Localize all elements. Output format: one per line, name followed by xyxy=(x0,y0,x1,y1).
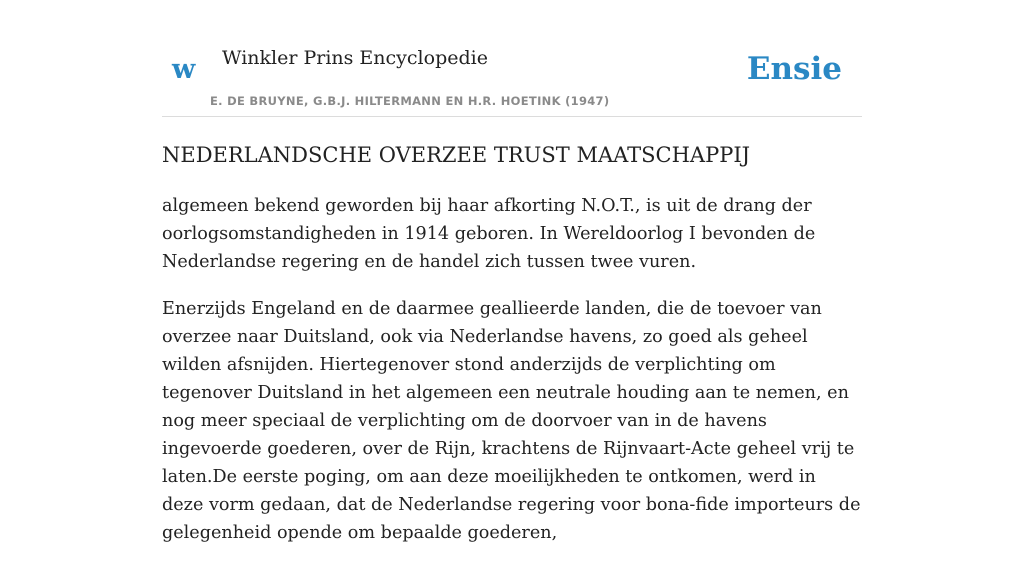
article-body xyxy=(162,192,862,566)
article-title: NEDERLANDSCHE OVERZEE TRUST MAATSCHAPPIJ xyxy=(162,143,751,167)
article-paragraph: Enerzijds Engeland en de daarmee geallieerde landen, die de toevoer van overzee naar Duitsland, ook via Nederlandse havens, zo goed als geheel wilden afsnijden. Hiertegenover stond anderzijds de verplichting om tegenover Duitsland in het algemeen een neutrale houding aan te nemen, en nog meer speciaal de verplichting om de doorvoer van in de havens ingevoerde goederen, over de Rijn, krachtens de Rijnvaart-Acte geheel vrij te laten.De eerste poging, om aan deze moeilijkheden te ontkomen, werd in deze vorm gedaan, dat de Nederlandse regering voor bona-fide importeurs de gelegenheid opende om bepaalde goederen, xyxy=(162,299,861,543)
article-paragraph: algemeen bekend geworden bij haar afkorting N.O.T., is uit de drang der oorlogsomstandigheden in 1914 geboren. In Wereldoorlog I bevonden de Nederlandse regering en de handel zich tussen twee vuren. xyxy=(162,196,816,272)
ensie-logo[interactable]: Ensie xyxy=(746,51,842,87)
winkler-prins-logo[interactable]: w xyxy=(172,54,196,85)
source-title[interactable]: Winkler Prins Encyclopedie xyxy=(222,47,488,69)
article-page xyxy=(162,0,862,543)
source-authors: E. DE BRUYNE, G.B.J. HILTERMANN EN H.R. HOETINK (1947) xyxy=(210,94,610,108)
source-header xyxy=(162,0,862,117)
